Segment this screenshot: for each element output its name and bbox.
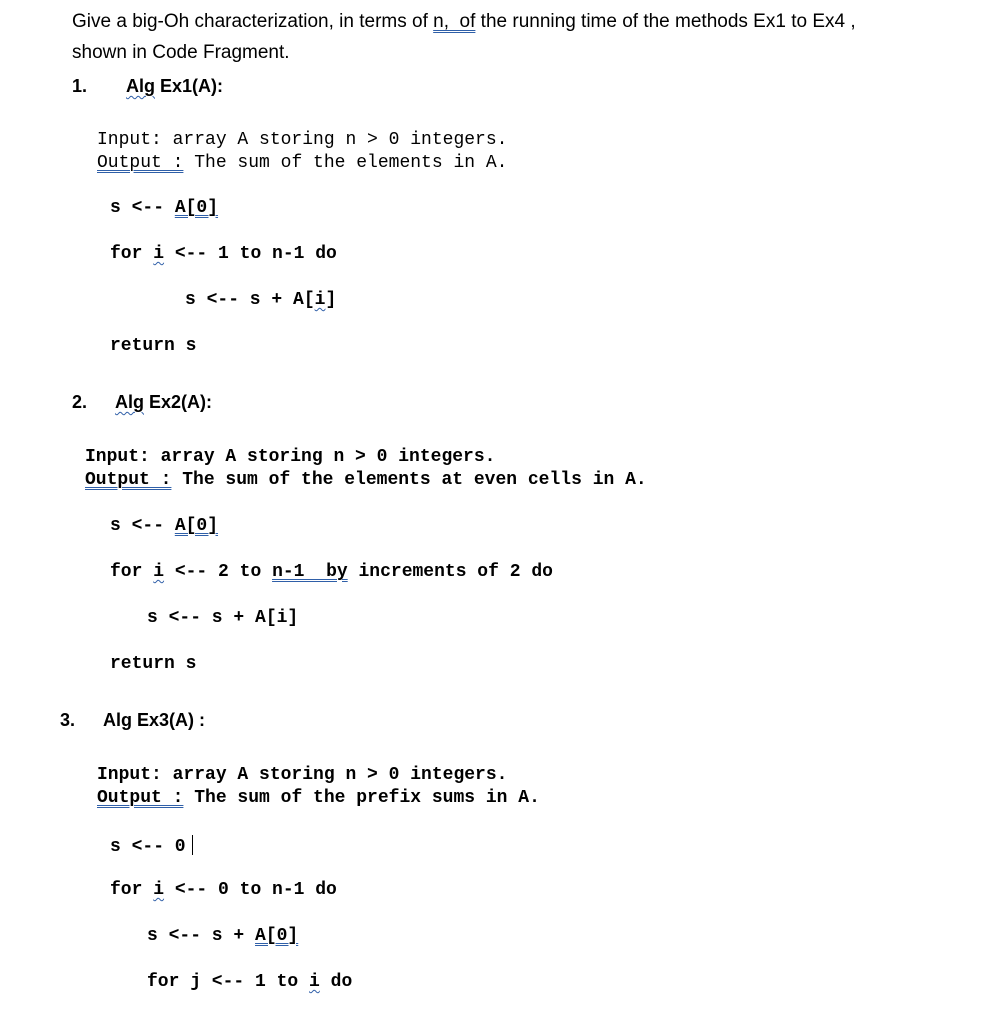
section-1-for-post: <-- 1 to n-1 do bbox=[164, 244, 337, 264]
section-1-for-pre: for bbox=[110, 244, 154, 264]
section-3-inner-post: do bbox=[319, 972, 353, 992]
question-line-1 bbox=[72, 12, 856, 31]
section-3-number: 3. bbox=[60, 710, 76, 730]
section-3-init bbox=[110, 835, 193, 856]
section-1-init-arr: A[0] bbox=[174, 198, 219, 218]
section-2-return: return s bbox=[110, 654, 197, 674]
section-2-name: Ex2(A): bbox=[144, 392, 213, 412]
section-2-output bbox=[85, 471, 647, 489]
section-1-number: 1. bbox=[72, 76, 88, 96]
question-line-2: shown in Code Fragment. bbox=[72, 42, 290, 63]
section-3-inner-pre: for j <-- 1 to bbox=[147, 972, 310, 992]
section-3-body bbox=[147, 927, 298, 945]
section-3-heading: Alg Ex3(A) : bbox=[103, 710, 206, 730]
section-3-for bbox=[110, 881, 337, 899]
question-text-a: Give a big-Oh characterization, in terms of bbox=[72, 11, 434, 32]
section-3-output-text: The sum of the prefix sums in A. bbox=[183, 788, 540, 808]
section-3-for-var: i bbox=[153, 880, 165, 900]
section-1-for bbox=[110, 245, 337, 263]
section-3-inner-var: i bbox=[309, 972, 320, 992]
section-2-init bbox=[110, 517, 218, 535]
section-1-body-post: ] bbox=[325, 290, 337, 310]
section-2-alg: Alg bbox=[115, 392, 144, 412]
section-1-body-var: i bbox=[314, 290, 326, 310]
section-1-name: Ex1(A): bbox=[155, 76, 224, 96]
section-1-init-pre: s <-- bbox=[110, 198, 175, 218]
section-2-for-mid: <-- 2 to bbox=[164, 562, 273, 582]
section-1-for-var: i bbox=[153, 244, 165, 264]
section-2-number: 2. bbox=[72, 392, 88, 412]
section-1-output-label: Output : bbox=[97, 153, 184, 173]
section-3-body-arr: A[0] bbox=[255, 926, 299, 946]
section-1-return: return s bbox=[110, 336, 197, 356]
section-1-output-text: The sum of the elements in A. bbox=[183, 153, 508, 173]
section-2-body: s <-- s + A[i] bbox=[147, 608, 299, 628]
section-3-body-pre: s <-- s + bbox=[147, 926, 256, 946]
section-2-heading bbox=[115, 393, 212, 411]
section-3-output-label: Output : bbox=[97, 788, 184, 808]
section-2-init-arr: A[0] bbox=[174, 516, 219, 536]
section-1-output bbox=[97, 154, 507, 172]
section-1-heading bbox=[126, 77, 223, 95]
section-2-for-range: n-1 by bbox=[272, 562, 348, 582]
section-3-output bbox=[97, 789, 540, 807]
section-2-output-text: The sum of the elements at even cells in A. bbox=[171, 470, 647, 490]
section-3-for-pre: for bbox=[110, 880, 154, 900]
text-cursor bbox=[192, 835, 193, 855]
question-n-of: n, of bbox=[433, 11, 476, 32]
section-2-init-pre: s <-- bbox=[110, 516, 175, 536]
section-1-init bbox=[110, 199, 218, 217]
section-2-for-pre: for bbox=[110, 562, 154, 582]
section-2-output-label: Output : bbox=[85, 470, 172, 490]
question-text-b: the running time of the methods Ex1 to Ex4 , bbox=[475, 11, 856, 32]
section-1-body bbox=[185, 291, 336, 309]
section-3-for-post: <-- 0 to n-1 do bbox=[164, 880, 337, 900]
section-3-init-text: s <-- 0 bbox=[110, 837, 186, 857]
section-1-body-pre: s <-- s + A[ bbox=[185, 290, 315, 310]
section-3-inner-for bbox=[147, 973, 352, 991]
section-2-for-var: i bbox=[153, 562, 165, 582]
section-2-input: Input: array A storing n > 0 integers. bbox=[85, 447, 496, 467]
section-1-input: Input: array A storing n > 0 integers. bbox=[97, 130, 508, 150]
section-3-input: Input: array A storing n > 0 integers. bbox=[97, 765, 508, 785]
section-1-alg: Alg bbox=[126, 76, 155, 96]
section-2-for bbox=[110, 563, 553, 581]
section-2-for-post: increments of 2 do bbox=[347, 562, 553, 582]
